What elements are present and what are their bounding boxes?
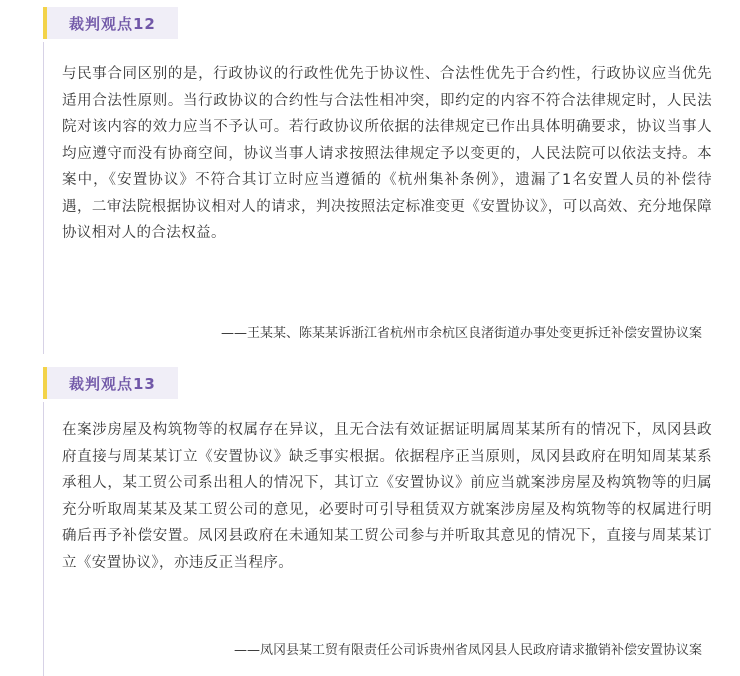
section-heading xyxy=(43,7,178,39)
section-citation: ——凤冈县某工贸有限责任公司诉贵州省凤冈县人民政府请求撤销补偿安置协议案 xyxy=(233,643,702,658)
section-heading xyxy=(43,367,178,399)
section-heading-text: 裁判观点13 xyxy=(69,375,156,393)
section-paragraph: 在案涉房屋及构筑物等的权属存在异议，且无合法有效证据证明属周某某所有的情况下，凤冈县政府直接与周某某订立《安置协议》缺乏事实根据。依据程序正当原则，凤冈县政府在明知周某某系承租人，某工贸公司系出租人的情况下，其订立《安置协议》前应当就案涉房屋及构筑物等的归属充分听取周某某及某工贸公司的意见，必要时可引导租赁双方就案涉房屋及构筑物等的权属进行明确后再予补偿安置。凤冈县政府在未通知某工贸公司参与并听取其意见的情况下，直接与周某某订立《安置协议》，亦违反正当程序。 xyxy=(62,422,712,571)
section-body-rule xyxy=(43,402,44,676)
section-citation: ——王某某、陈某某诉浙江省杭州市余杭区良渚街道办事处变更拆迁补偿安置协议案 xyxy=(220,326,702,341)
section-paragraph: 与民事合同区别的是，行政协议的行政性优先于协议性、合法性优先于合约性，行政协议应当优先适用合法性原则。当行政协议的合约性与合法性相冲突，即约定的内容不符合法律规定时，人民法院对该内容的效力应当不予认可。若行政协议所依据的法律规定已作出具体明确要求，协议当事人均应遵守而没有协商空间，协议当事人请求按照法律规定予以变更的，人民法院可以依法支持。本案中，《安置协议》不符合其订立时应当遵循的《杭州集补条例》，遗漏了1名安置人员的补偿待遇，二审法院根据协议相对人的请求，判决按照法定标准变更《安置协议》，可以高效、充分地保障协议相对人的合法权益。 xyxy=(62,66,712,241)
section-heading-text: 裁判观点12 xyxy=(69,15,156,33)
section-body-rule xyxy=(43,42,44,354)
